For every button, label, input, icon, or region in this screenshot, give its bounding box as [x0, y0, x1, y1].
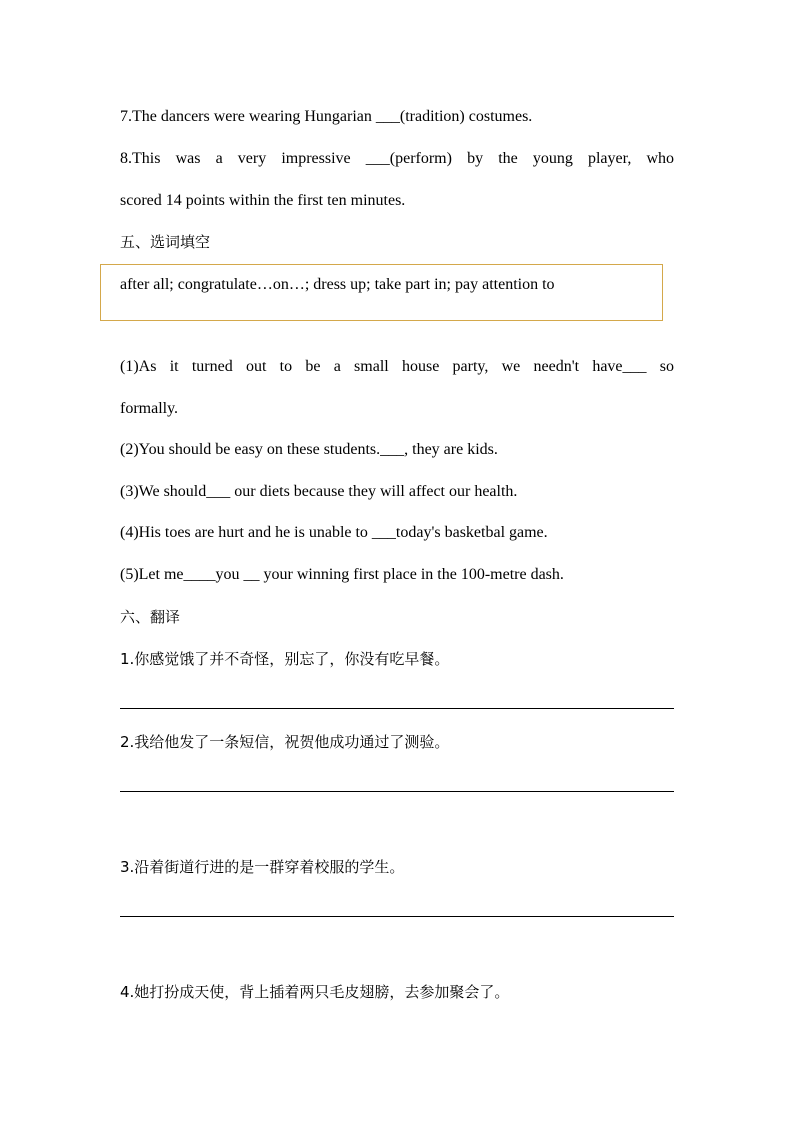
- answer-line-3[interactable]: [120, 916, 674, 917]
- fill-question-3: (3)We should___ our diets because they will affect our health.: [120, 483, 518, 500]
- fill-question-4: (4)His toes are hurt and he is unable to ___today's basketbal game.: [120, 524, 548, 541]
- fill-question-1-line-1: (1)As it turned out to be a small house party, we needn't have___ so: [120, 358, 674, 375]
- answer-line-2[interactable]: [120, 791, 674, 792]
- section-6-heading: 六、翻译: [120, 608, 181, 626]
- word-bank-text: after all; congratulate…on…; dress up; take part in; pay attention to: [120, 276, 555, 293]
- fill-question-5: (5)Let me____you __ your winning first place in the 100-metre dash.: [120, 566, 564, 583]
- translation-1: 1.你感觉饿了并不奇怪，别忘了，你没有吃早餐。: [120, 650, 450, 668]
- question-8-line-1: 8.This was a very impressive ___(perform) by the young player, who: [120, 150, 674, 167]
- translation-3: 3.沿着街道行进的是一群穿着校服的学生。: [120, 858, 405, 876]
- question-8-line-2: scored 14 points within the first ten minutes.: [120, 192, 406, 209]
- section-5-heading: 五、选词填空: [120, 233, 211, 251]
- question-7: 7.The dancers were wearing Hungarian ___(tradition) costumes.: [120, 108, 533, 125]
- translation-2: 2.我给他发了一条短信，祝贺他成功通过了测验。: [120, 733, 450, 751]
- fill-question-1-line-2: formally.: [120, 400, 179, 417]
- answer-line-1[interactable]: [120, 708, 674, 709]
- word-bank-box: [100, 264, 663, 321]
- fill-question-2: (2)You should be easy on these students.___, they are kids.: [120, 441, 498, 458]
- translation-4: 4.她打扮成天使，背上插着两只毛皮翅膀，去参加聚会了。: [120, 983, 510, 1001]
